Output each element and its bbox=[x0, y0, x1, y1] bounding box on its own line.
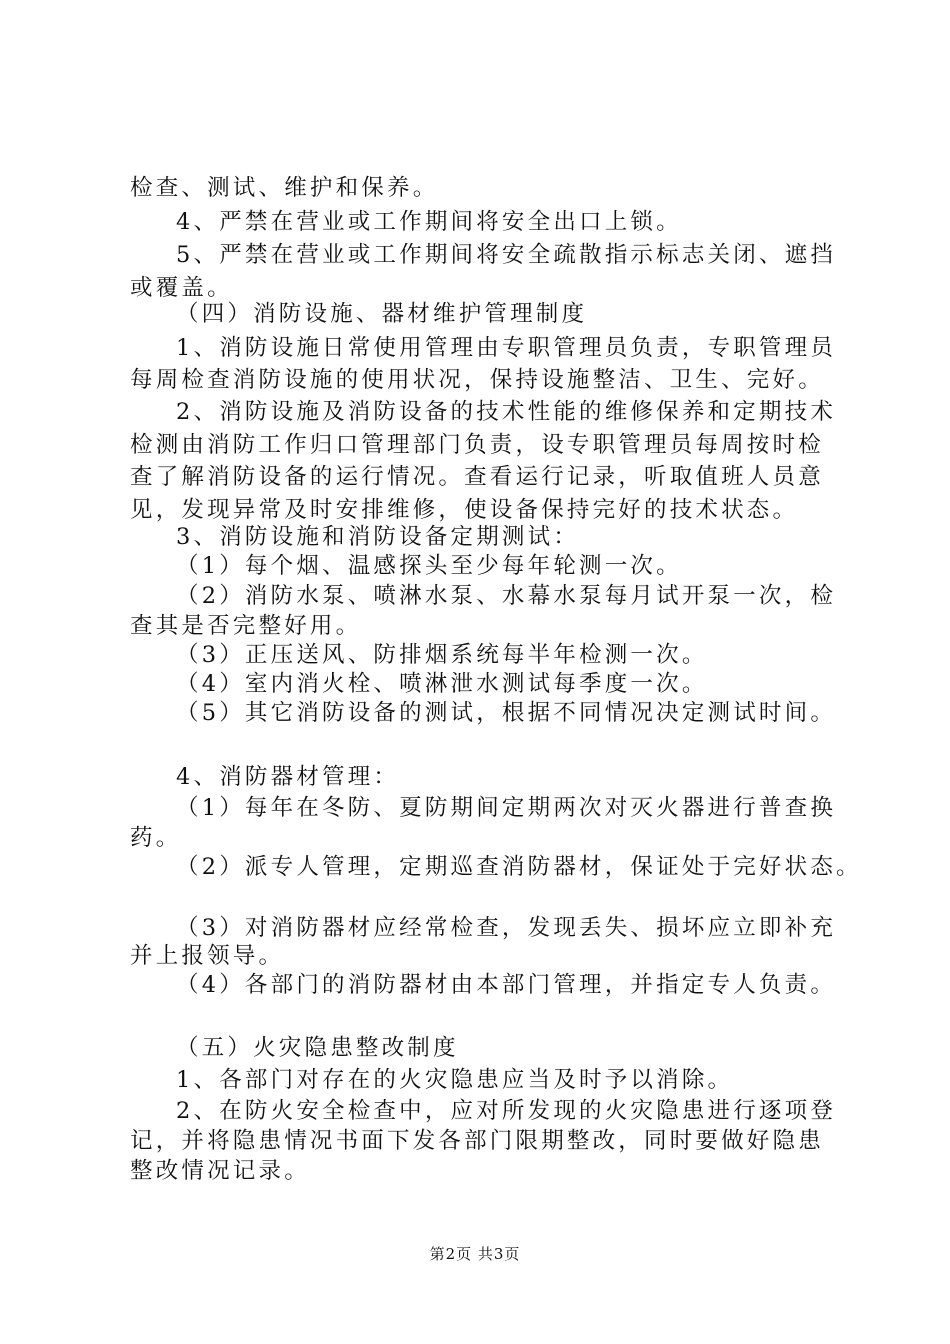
body-line: 查了解消防设备的运行情况。查看运行记录，听取值班人员意 bbox=[130, 464, 824, 490]
body-line: 查其是否完整好用。 bbox=[130, 613, 362, 639]
body-line: 并上报领导。 bbox=[130, 943, 285, 969]
body-line: 记，并将隐患情况书面下发各部门限期整改，同时要做好隐患 bbox=[130, 1128, 824, 1154]
body-line: （3）正压送风、防排烟系统每半年检测一次。 bbox=[176, 642, 708, 668]
body-line: 检测由消防工作归口管理部门负责，设专职管理员每周按时检 bbox=[130, 432, 824, 458]
body-line: 检查、测试、维护和保养。 bbox=[130, 175, 439, 201]
body-line: 4、严禁在营业或工作期间将安全出口上锁。 bbox=[176, 209, 682, 235]
body-line: 3、消防设施和消防设备定期测试： bbox=[176, 524, 580, 550]
body-line: 整改情况记录。 bbox=[130, 1158, 310, 1184]
body-line: 1、各部门对存在的火灾隐患应当及时予以消除。 bbox=[176, 1067, 734, 1093]
body-line: （5）其它消防设备的测试，根据不同情况决定测试时间。 bbox=[176, 700, 837, 726]
section-heading: （五）火灾隐患整改制度 bbox=[176, 1035, 459, 1061]
body-line: 1、消防设施日常使用管理由专职管理员负责，专职管理员 bbox=[176, 335, 837, 361]
body-line: （1）每年在冬防、夏防期间定期两次对灭火器进行普查换 bbox=[176, 795, 837, 821]
body-line: 4、消防器材管理： bbox=[176, 764, 400, 790]
body-line: （4）各部门的消防器材由本部门管理，并指定专人负责。 bbox=[176, 972, 837, 998]
body-line: （1）每个烟、温感探头至少每年轮测一次。 bbox=[176, 553, 682, 579]
body-line: （2）消防水泵、喷淋水泵、水幕水泵每月试开泵一次，检 bbox=[176, 583, 837, 609]
body-line: 或覆盖。 bbox=[130, 275, 233, 301]
page-footer: 第2页 共3页 bbox=[429, 1245, 521, 1263]
body-line: 见，发现异常及时安排维修，使设备保持完好的技术状态。 bbox=[130, 497, 799, 523]
body-line: 2、消防设施及消防设备的技术性能的维修保养和定期技术 bbox=[176, 399, 837, 425]
body-line: 5、严禁在营业或工作期间将安全疏散指示标志关闭、遮挡 bbox=[176, 242, 837, 268]
body-line: （4）室内消火栓、喷淋泄水测试每季度一次。 bbox=[176, 671, 708, 697]
body-line: 每周检查消防设施的使用状况，保持设施整洁、卫生、完好。 bbox=[130, 367, 824, 393]
body-line: 2、在防火安全检查中，应对所发现的火灾隐患进行逐项登 bbox=[176, 1098, 837, 1124]
body-line: （2）派专人管理，定期巡查消防器材，保证处于完好状态。 bbox=[176, 854, 862, 880]
body-line: 药。 bbox=[130, 825, 182, 851]
body-line: （3）对消防器材应经常检查，发现丢失、损坏应立即补充 bbox=[176, 915, 837, 941]
section-heading: （四）消防设施、器材维护管理制度 bbox=[176, 301, 588, 327]
